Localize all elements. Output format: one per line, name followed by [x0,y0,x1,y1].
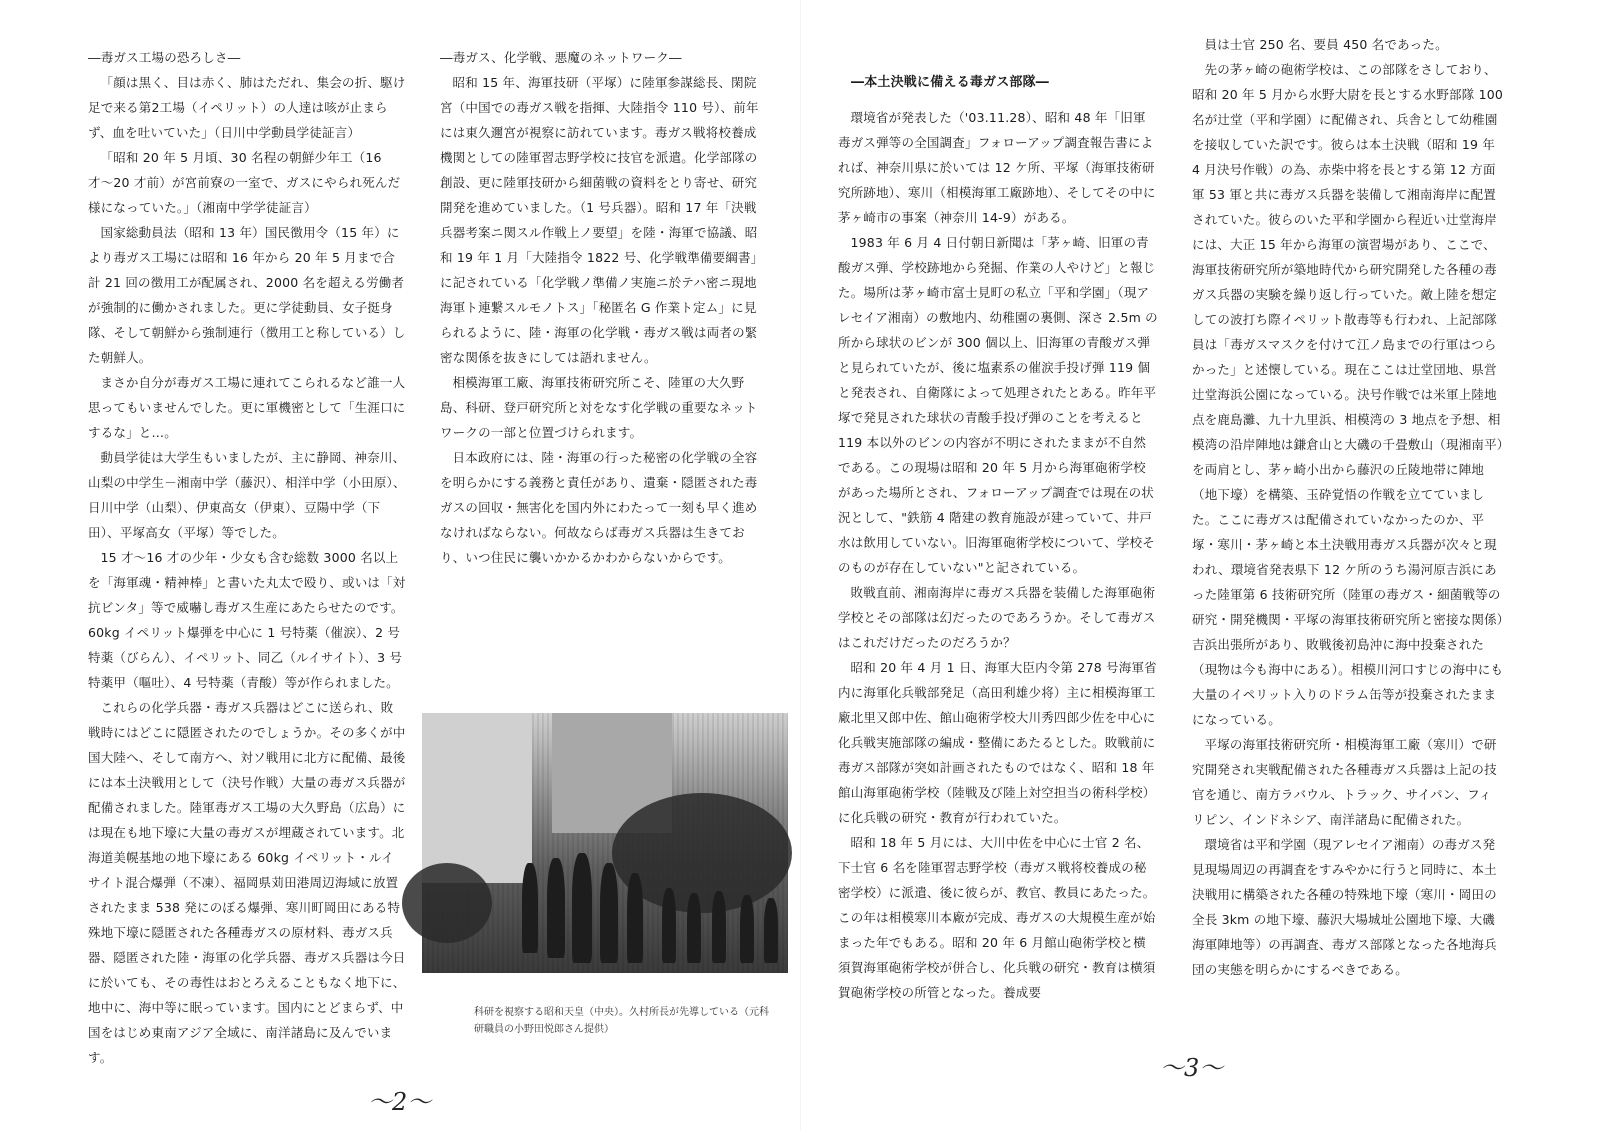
paragraph: 環境省が発表した（'03.11.28）、昭和 48 年「旧軍毒ガス弾等の全国調査」フォローアップ調査報告書によれば、神奈川県に於いては 12 ケ所、平塚（海軍技術研究所跡地）、寒川（相模海軍工廠跡地）、そしてその中に茅ヶ崎市の事案（神奈川 14-9）がある。 [838,110,1156,225]
person-shape [662,888,676,963]
paragraph: 昭和 20 年 4 月 1 日、海軍大臣内令第 278 号海軍省内に海軍化兵戦部発足（高田利雄少将）主に相模海軍工廠北里又郎中佐、館山砲術学校大川秀四郎少佐を中心に化兵戦実施部隊の編成・整備にあたるとした。敗戦前に毒ガス部隊が突如計画されたものではなく、昭和 18 年館山海軍砲術学校（陸戦及び陸上対空担当の術科学校）に化兵戦の研究・教育が行われていた。 [838,660,1157,825]
paragraph: 15 才〜16 才の少年・少女も含む総数 3000 名以上を「海軍魂・精神棒」と書いた丸太で殴り、或いは「対抗ビンタ」等で威嚇し毒ガス生産にあたらせたのです。60kg イペリット爆弾を中心に 1 号特薬（催涙）、2 号特薬（びらん）、イペリット、同乙（ルイサイト）、3 号特薬甲（嘔吐）、4 号特薬（青酸）等が作られました。 [88,550,406,690]
page3-col1-heading: ―本土決戦に備える毒ガス部隊― [851,75,1050,90]
page2-column-2 [440,45,762,620]
paragraph: 員は士官 250 名、要員 450 名であった。 [1204,37,1448,52]
paragraph: これらの化学兵器・毒ガス兵器はどこに送られ、敗戦時にはどこに隠匿されたのでしょうか。その多くが中国大陸へ、そして南方へ、対ソ戦用に北方に配備、最後には本土決戦用として（決号作戦）大量の毒ガス兵器が配備されました。陸軍毒ガス工場の大久野島（広島）には現在も地下壕に大量の毒ガスが埋蔵されています。北海道美幌基地の地下壕にある 60kg イペリット・ルイサイト混合爆弾（不凍）、福岡県苅田港周辺海域に放置されたまま 538 発にのぼる爆弾、寒川町岡田にある特殊地下壕に隠匿された各種毒ガスの原材料、毒ガス兵器、隠匿された陸・海軍の化学兵器、毒ガス兵器は今日に於いても、その毒性はおとろえることもなく地下に、地中に、海中等に眠っています。国内にとどまらず、中国をはじめ東南アジア全域に、南洋諸島に及んでいます。 [88,700,406,1065]
paragraph: 「昭和 20 年 5 月頃、30 名程の朝鮮少年工（16 才〜20 才前）が宮前寮の一室で、ガスにやられ死んだ様になっていた。」（湘南中学学徒証言） [88,150,401,215]
paragraph: 相模海軍工廠、海軍技術研究所こそ、陸軍の大久野島、科研、登戸研究所と対をなす化学戦の重要なネットワークの一部と位置づけられます。 [440,375,758,440]
page2-column-1 [88,45,406,1085]
paragraph: 先の茅ヶ崎の砲術学校は、この部隊をさしており、昭和 20 年 5 月から水野大尉を長とする水野部隊 100 名が辻堂（平和学園）に配備され、兵舎として幼稚園を接収していた訳です。彼らは本土決戦（昭和 19 年 4 月決号作戦）の為、赤柴中将を長とする第 12 方面軍 53 軍と共に毒ガス兵器を装備して湘南海岸に配置されていた。彼らのいた平和学園から程近い辻堂海岸には、大正 15 年から海軍の演習場があり、ここで、海軍技術研究所が築地時代から研究開発した各種の毒ガス兵器の実験を繰り返し行っていた。敵上陸を想定しての波打ち際イペリット散毒等も行われ、上記部隊員は「毒ガスマスクを付けて江ノ島までの行軍はつらかった」と述懐している。現在ここは辻堂団地、県営辻堂海浜公園になっている。決号作戦では米軍上陸地点を鹿島灘、九十九里浜、相模湾の 3 地点を予想、相模湾の沿岸陣地は鎌倉山と大磯の千畳敷山（現湘南平）を両肩とし、茅ヶ崎小出から藤沢の丘陵地帯に陣地（地下壕）を構築、玉砕覚悟の作戦を立てていました。ここに毒ガスは配備されていなかったのか、平塚・寒川・茅ヶ崎と本土決戦用毒ガス兵器が次々と現われ、環境省発表県下 12 ケ所のうち湯河原吉浜にあった陸軍第 6 技術研究所（陸軍の毒ガス・細菌戦等の研究・開発機関・平塚の海軍技術研究所と密接な関係）吉浜出張所があり、敗戦後初島沖に海中投棄された（現物は今も海中にある）。相模川河口すじの海中にも大量のイペリット入りのドラム缶等が投棄されたままになっている。 [1192,62,1504,727]
building-shape [422,713,532,883]
page-number: ～2～ [368,1088,432,1116]
paragraph: 「顔は黒く、目は赤く、肺はただれ、集会の折、駆け足で来る第2工場（イペリット）の人達は咳が止まらず、血を吐いていた」（日川中学動員学徒証言） [88,75,406,140]
paragraph: 国家総動員法（昭和 13 年）国民徴用令（15 年）により毒ガス工場には昭和 16 年から 20 年 5 月まで合計 21 回の徴用工が配属され、2000 名を超える労働者が強制的に働かされました。更に学徒動員、女子挺身隊、そして朝鮮から強制連行（徴用工と称している）した朝鮮人。 [88,225,406,365]
person-shape [764,898,778,963]
person-shape [687,893,701,963]
paragraph: 日本政府には、陸・海軍の行った秘密の化学戦の全容を明らかにする義務と責任があり、遺棄・隠匿された毒ガスの回収・無害化を国内外にわたって一刻も早く進めなければならない。何故ならば毒ガス兵器は生きており、いつ住民に襲いかかるかわからないからです。 [440,450,758,565]
page-number: ～3～ [1160,1054,1224,1082]
person-shape [522,863,538,953]
person-shape [600,863,618,963]
person-shape [712,891,726,963]
tree-shape [402,863,492,943]
page2-col1-heading: ―毒ガス工場の恐ろしさ― [88,50,241,65]
photo-caption: 科研を視察する昭和天皇（中央）。久村所長が先導している（元科研職員の小野田悦郎さん提供） [474,1007,769,1035]
page3-column-2 [1192,32,1504,977]
paragraph: 1983 年 6 月 4 日付朝日新聞は「茅ヶ崎、旧軍の青酸ガス弾、学校跡地から発掘、作業の人やけど」と報じた。場所は茅ヶ崎市富士見町の私立「平和学園」（現アレセイア湘南）の敷地内、幼稚園の裏側、深さ 2.5m の所から球状のビンが 300 個以上、旧海軍の青酸ガス弾と見られていたが、後に塩素系の催涙手投げ弾 119 個と発表され、自衛隊によって処理されたとある。昨年平塚で発見された球状の青酸手投げ弾のことを考えると 119 本以外のビンの内容が不明にされたままが不自然である。この現場は昭和 20 年 5 月から海軍砲術学校があった場所とされ、フォローアップ調査では現在の状況として、"鉄筋 4 階建の教育施設が建っていて、井戸水は飲用していない。旧海軍砲術学校について、学校そのものが存在していない"と記されている。 [838,235,1158,575]
paragraph: 昭和 15 年、海軍技研（平塚）に陸軍参謀総長、閑院宮（中国での毒ガス戦を指揮、大陸指令 110 号）、前年には東久邇宮が視察に訪れています。毒ガス戦将校養成機関としての陸軍習志野学校に技官を派遣。化学部隊の創設、更に陸軍技研から細菌戦の資料をとり寄せ、研究開発を進めていました。（1 号兵器）。昭和 17 年「決戦兵器考案ニ関スル作戦上ノ要望」を陸・海軍で協議、昭和 19 年 1 月「大陸指令 1822 号、化学戦準備要綱書」に記されている「化学戦ノ準備ノ実施ニ於テハ密ニ現地海軍ト連繋スルモノトス」「秘匿名 G 作業ト定ム」に見られるように、陸・海軍の化学戦・毒ガス戦は両者の緊密な関係を抜きにしては語れません。 [440,75,759,365]
paragraph: 動員学徒は大学生もいましたが、主に静岡、神奈川、山梨の中学生－湘南中学（藤沢）、相洋中学（小田原）、日川中学（山梨）、伊東高女（伊東）、豆陽中学（下田）、平塚高女（平塚）等でした。 [88,450,406,540]
person-shape [547,858,565,958]
paragraph: 敗戦直前、湘南海岸に毒ガス兵器を装備した海軍砲術学校とその部隊は幻だったのであろうか。そして毒ガスはこれだけだったのだろうか？ [838,585,1156,650]
page2-col2-heading: ―毒ガス、化学戦、悪魔のネットワーク― [440,50,682,65]
person-shape [627,873,643,963]
paragraph: 昭和 18 年 5 月には、大川中佐を中心に士官 2 名、下士官 6 名を陸軍習志野学校（毒ガス戦将校養成の秘密学校）に派遣、後に彼らが、教官、教員にあたった。この年は相模寒川本廠が完成、毒ガスの大規模生産が始まった年でもある。昭和 20 年 6 月館山砲術学校と横須賀海軍砲術学校が併合し、化兵戦の研究・教育は横須賀砲術学校の所管となった。養成要 [838,835,1156,1000]
page-divider [800,0,801,1131]
person-shape [740,895,754,963]
page3-column-1 [838,70,1158,1010]
paragraph: まさか自分が毒ガス工場に連れてこられるなど誰一人思ってもいませんでした。更に軍機密として「生涯口にするな」と…。 [88,375,406,440]
historical-photo [422,713,788,973]
person-shape [572,853,592,963]
paragraph: 平塚の海軍技術研究所・相模海軍工廠（寒川）で研究開発され実戦配備された各種毒ガス兵器は上記の技官を通じ、南方ラバウル、トラック、サイパン、フィリピン、インドネシア、南洋諸島に配備された。 [1192,737,1497,827]
paragraph: 環境省は平和学園（現アレセイア湘南）の毒ガス発見現場周辺の再調査をすみやかに行うと同時に、本土決戦用に構築された各種の特殊地下壕（寒川・岡田の全長 3km の地下壕、藤沢大場城址公園地下壕、大磯海軍陣地等）の再調査、毒ガス部隊となった各地海兵団の実態を明らかにするべきである。 [1192,837,1497,977]
